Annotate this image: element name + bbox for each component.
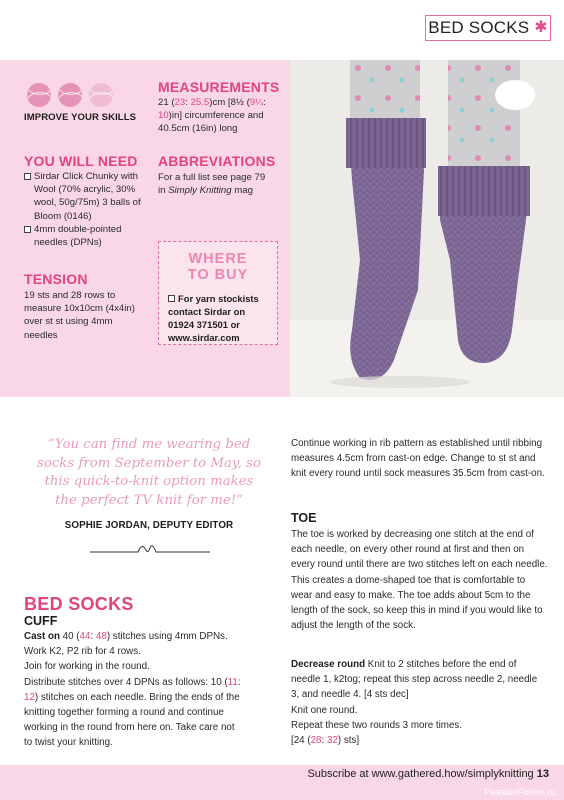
tension-heading: TENSION <box>24 271 88 287</box>
pattern-title: BED SOCKS <box>24 594 134 614</box>
yarn-ball-icon <box>27 83 51 107</box>
where-to-buy-title: WHERE TO BUY <box>187 251 249 283</box>
where-to-buy-text: For yarn stockists contact Sirdar on 01924 371501 or www.sirdar.com <box>168 293 259 343</box>
measurements-heading: MEASUREMENTS <box>158 79 280 95</box>
material-text: 4mm double-pointed needles (DPNs) <box>34 223 122 249</box>
abbreviations-heading: ABBREVIATIONS <box>158 153 276 169</box>
section-tag <box>425 15 551 41</box>
info-panel <box>0 60 290 397</box>
measurements-text: 21 (23: 25.5)cm [8½ (9¼: 10)in] circumference and 40.5cm (16in) long <box>158 97 266 135</box>
subscribe-link[interactable]: Subscribe at www.gathered.how/simplyknitting <box>307 768 534 780</box>
yarn-ball-icon <box>89 83 113 107</box>
swirl-divider-icon <box>90 540 210 560</box>
editor-quote: “You can find me wearing bed socks from September to May, so this quick-to-knit option makes the perfect TV knit for me!” <box>37 437 261 508</box>
rib-instructions: Continue working in rib pattern as established until ribbing measures 4.5cm from cast-on edge. Change to st st and knit every round until sock measures 35.5cm from cast-on. <box>291 438 545 480</box>
checkbox <box>168 295 175 302</box>
tension-text: 19 sts and 28 rows to measure 10x10cm (4x4in) over st st using 4mm needles <box>24 290 135 341</box>
section-tag-label: BED SOCKS <box>428 18 530 37</box>
toe-heading: TOE <box>291 511 317 525</box>
you-will-need-heading: YOU WILL NEED <box>24 153 138 169</box>
skill-level-indicator <box>27 83 113 107</box>
cuff-heading: CUFF <box>24 614 58 628</box>
flower-icon: ✱ <box>534 19 548 36</box>
list-item <box>24 170 154 223</box>
checkbox <box>24 226 31 233</box>
footer <box>307 768 549 780</box>
checkbox <box>24 173 31 180</box>
toe-instructions: The toe is worked by decreasing one stitch at the end of each needle, on every other round at first and then on every round until there are two stitches left on each needle. This creates a dome-shaped toe that is comfortable to wear and easy to make. The toe adds about 5cm to the length of the sock, so keep this in mind if you would like to adjust the length of the sock. <box>291 529 548 632</box>
page-number: 13 <box>536 768 549 780</box>
abbreviations-text: For a full list see page 79 in Simply Knitting mag <box>158 172 266 197</box>
cuff-instructions: Cast on 40 (44: 48) stitches using 4mm DPNs. Work K2, P2 rib for 4 rows. Join for working in the round. Distribute stitches over 4 DPNs as follows: 10 (11: 12) stitches on each needle. Bring the ends of the knitting together forming a round and continue working in the round from here on. Take care not to twist your knitting. <box>24 631 241 749</box>
sock-photo <box>290 60 564 397</box>
material-text: Sirdar Click Chunky with Wool (70% acrylic, 30% wool, 50g/75m) 3 balls of Bloom (0146) <box>34 171 141 222</box>
quote-author: SOPHIE JORDAN, DEPUTY EDITOR <box>64 520 234 531</box>
watermark: PassionForum.ru <box>484 787 556 797</box>
yarn-ball-icon <box>58 83 82 107</box>
where-to-buy-box <box>158 241 278 345</box>
list-item <box>24 223 154 249</box>
socks-illustration <box>290 60 564 397</box>
skills-label: IMPROVE YOUR SKILLS <box>24 112 137 123</box>
decrease-instructions: Decrease round Knit to 2 stitches before the end of needle 1, k2tog; repeat this step across needle 2, needle 3, and needle 4. [4 sts dec] Knit one round. Repeat these two rounds 3 more times. [24 (28: 32) sts] <box>291 659 538 747</box>
materials-list <box>24 170 154 249</box>
